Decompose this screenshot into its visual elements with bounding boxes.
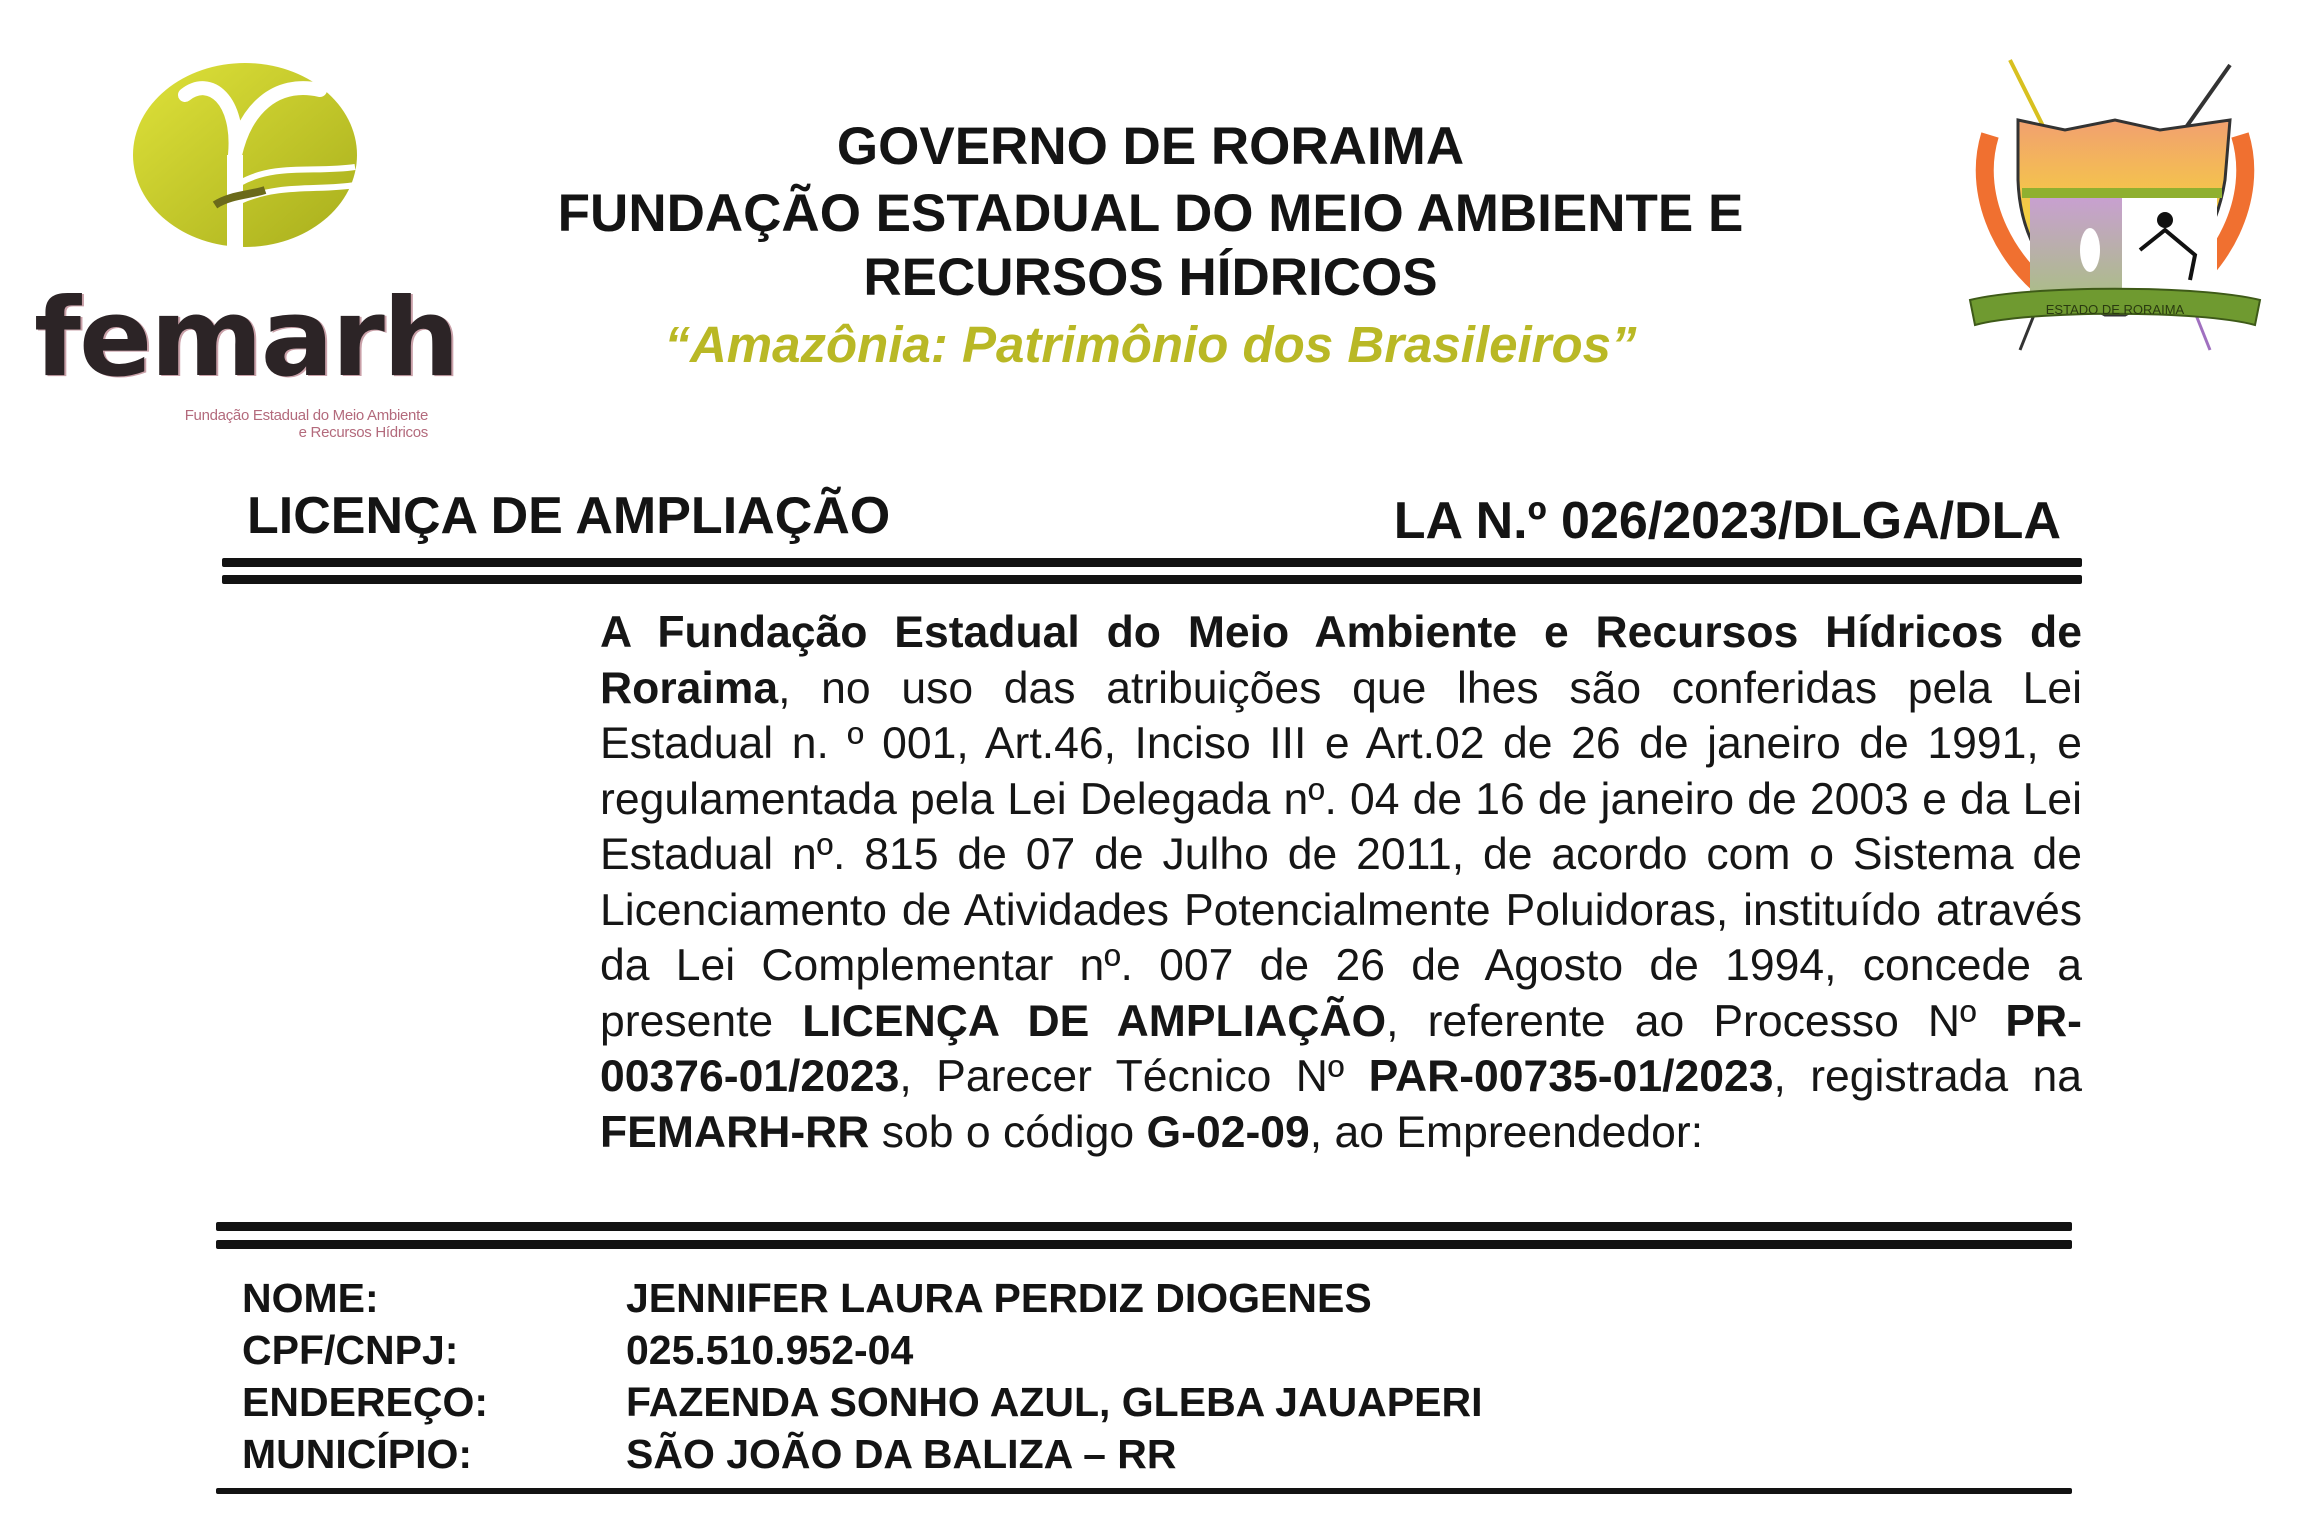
field-value-municipality: SÃO JOÃO DA BALIZA – RR: [626, 1431, 1177, 1477]
body-license-type: LICENÇA DE AMPLIAÇÃO: [802, 996, 1387, 1046]
document-type-title: LICENÇA DE AMPLIAÇÃO: [247, 487, 891, 545]
body-technical-opinion-number: PAR-00735-01/2023: [1368, 1052, 1774, 1101]
body-activity-code: G-02-09: [1146, 1107, 1310, 1157]
header-foundation-line1: FUNDAÇÃO ESTADUAL DO MEIO AMBIENTE E: [557, 184, 1744, 243]
field-label-address: ENDEREÇO:: [242, 1379, 489, 1425]
field-value-address: FAZENDA SONHO AZUL, GLEBA JAUAPERI: [626, 1379, 1483, 1425]
field-label-municipality: MUNICÍPIO:: [242, 1431, 473, 1477]
header-foundation-line2: RECURSOS HÍDRICOS: [863, 248, 1438, 307]
logo-subtitle: [38, 407, 428, 441]
body-text: , Parecer Técnico Nº: [899, 1052, 1369, 1101]
field-value-name: JENNIFER LAURA PERDIZ DIOGENES: [626, 1275, 1372, 1321]
header-motto: “Amazônia: Patrimônio dos Brasileiros”: [664, 316, 1637, 373]
body-legal-basis: , no uso das atribuições que lhes são conferidas pela Lei Estadual n. º 001, Art.46, Inciso III e Art.02 de 26 de janeiro de 1991, e regulamentada pela Lei Delegada nº. 04 de 16 de janeiro de 2003 e da Lei Estadual nº. 815 de 07 de Julho de 2011, de acordo com o Sistema de Licenciamento de Atividades Potencialmente Poluidoras, instituído através da Lei Complementar nº. 007 de 26 de Agosto de 1994, concede a presente: [600, 663, 2082, 1046]
bottom-rule: [216, 1488, 2072, 1494]
field-label-cpf-cnpj: CPF/CNPJ:: [242, 1327, 459, 1373]
logo-subtitle-line2: e Recursos Hídricos: [298, 424, 428, 441]
body-text: , registrada na: [1773, 1052, 2082, 1101]
body-text: , ao Empreendedor:: [1309, 1107, 1704, 1157]
coat-banner-text: ESTADO DE RORAIMA: [2045, 302, 2185, 317]
field-label-name: NOME:: [242, 1275, 379, 1321]
logo-subtitle-line1: Fundação Estadual do Meio Ambiente: [184, 407, 428, 424]
logo-wordmark: femarh: [34, 276, 458, 401]
body-text: , referente ao Processo Nº: [1386, 996, 2006, 1046]
double-rule-mid-2: [216, 1240, 2072, 1249]
body-process-number: PR-00376-01/2023: [600, 996, 2082, 1101]
coat-of-arms-icon: [1950, 50, 2280, 370]
double-rule-top-1: [222, 558, 2082, 567]
double-rule-top-2: [222, 575, 2082, 584]
field-value-cpf-cnpj: 025.510.952-04: [626, 1327, 914, 1373]
license-body-paragraph: [600, 605, 2082, 1160]
body-text: sob o código: [869, 1107, 1147, 1157]
document-number: LA N.º 026/2023/DLGA/DLA: [1393, 492, 2061, 550]
body-foundation-name: A Fundação Estadual do Meio Ambiente e Recursos Hídricos de Roraima: [600, 608, 2082, 713]
header-government: GOVERNO DE RORAIMA: [836, 117, 1465, 176]
roraima-coat-of-arms: [1950, 50, 2280, 370]
double-rule-mid-1: [216, 1222, 2072, 1231]
body-agency: FEMARH-RR: [600, 1107, 870, 1157]
